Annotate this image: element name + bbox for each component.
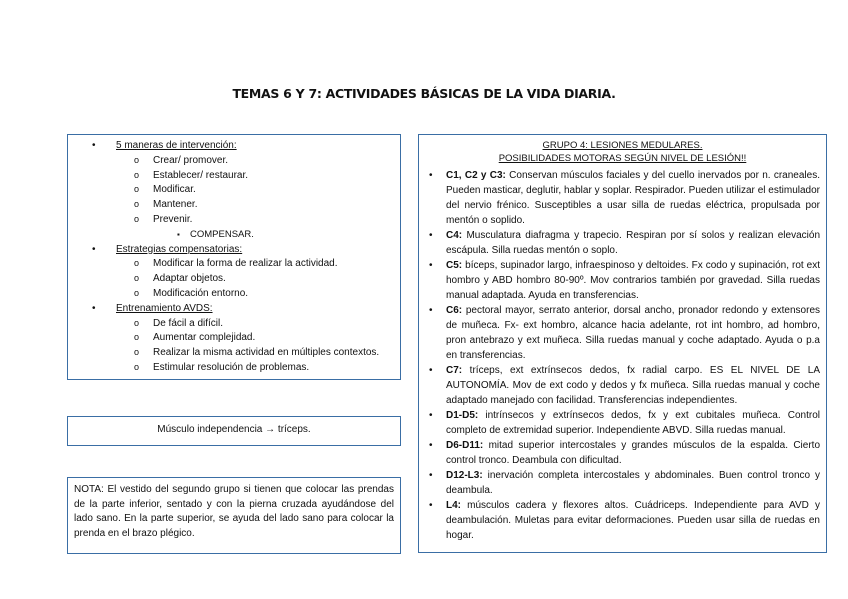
list-item: o Modificar la forma de realizar la actividad. bbox=[116, 257, 394, 272]
note-box bbox=[67, 477, 401, 554]
list-item: • C5: bíceps, supinador largo, infraespinoso y deltoides. Fx codo y supinación, rot ext hombro y ABD hombro 80-90º. Mov contrarios también por gravedad. Silla ruedas manual adaptada. Ayuda en transferencias. bbox=[425, 258, 820, 303]
list-item: • C7: tríceps, ext extrínsecos dedos, fx radial carpo. ES EL NIVEL DE LA AUTONOMÍA. Mov de ext codo y dedos y fx muñeca. Silla ruedas manual y coche adaptado manejado con facilidad. Transferencias independientes. bbox=[425, 363, 820, 408]
group-heading: GRUPO 4: LESIONES MEDULARES. bbox=[542, 140, 703, 151]
list-item bbox=[74, 243, 394, 302]
intervention-box bbox=[67, 134, 401, 380]
note-text: NOTA: El vestido del segundo grupo si tienen que colocar las prendas de la parte inferior, sentado y con la pierna cruzada ayudándose del lado sano. En la parte superior, se ayuda del lado sano para colocar la prenda en el brazo plégico. bbox=[74, 484, 394, 539]
lesion-level: C7: bbox=[446, 365, 463, 376]
list-item: o Estimular resolución de problemas. bbox=[116, 361, 394, 376]
list-item: o Modificar. bbox=[116, 183, 394, 198]
list-item: ▪ COMPENSAR. bbox=[153, 228, 394, 243]
list-item: • D1-D5: intrínsecos y extrínsecos dedos, fx y ext cubitales muñeca. Control completo de extremidad superior. Independiente ABVD. Silla ruedas manual. bbox=[425, 408, 820, 438]
list-item bbox=[74, 302, 394, 376]
section-heading: 5 maneras de intervención: bbox=[116, 140, 237, 151]
lesion-level: D12-L3: bbox=[446, 470, 483, 481]
lesion-level: C5: bbox=[446, 260, 463, 271]
list-item: o Aumentar complejidad. bbox=[116, 331, 394, 346]
intervention-list bbox=[74, 139, 394, 376]
section-heading: Entrenamiento AVDS: bbox=[116, 302, 213, 314]
page-title: TEMAS 6 Y 7: ACTIVIDADES BÁSICAS DE LA VIDA DIARIA. bbox=[232, 86, 616, 101]
list-item: • C1, C2 y C3: Conservan músculos faciales y del cuello inervados por n. craneales. Pueden masticar, deglutir, hablar y soplar. Respirador. Pueden utilizar el estimulador del nervio frénico. Susceptibles a usar silla de ruedas eléctrica, propulsada por mentón o soplido. bbox=[425, 168, 820, 228]
lesion-level: C6: bbox=[446, 305, 463, 316]
muscle-box bbox=[67, 416, 401, 446]
lesion-level: D1-D5: bbox=[446, 410, 479, 421]
list-item: o Prevenir. ▪ COMPENSAR. bbox=[116, 213, 394, 243]
list-item: o Mantener. bbox=[116, 198, 394, 213]
list-item: • L4: músculos cadera y flexores altos. Cuádriceps. Independiente para AVD y deambulación. Muletas para evitar deformaciones. Pueden usar silla de ruedas en hogar. bbox=[425, 498, 820, 543]
list-item: • D12-L3: inervación completa intercostales y abdominales. Buen control tronco y deambula. bbox=[425, 468, 820, 498]
list-item: o Crear/ promover. bbox=[116, 154, 394, 169]
lesion-levels-list bbox=[425, 168, 820, 543]
spinal-injury-box bbox=[418, 134, 827, 553]
lesion-level: L4: bbox=[446, 500, 461, 511]
lesion-level: C1, C2 y C3: bbox=[446, 170, 506, 181]
list-item: o Realizar la misma actividad en múltiples contextos. bbox=[116, 346, 394, 361]
list-item: o Modificación entorno. bbox=[116, 287, 394, 302]
lesion-level: D6-D11: bbox=[446, 440, 484, 451]
list-item: o Adaptar objetos. bbox=[116, 272, 394, 287]
list-item: • C4: Musculatura diafragma y trapecio. Respiran por sí solos y realizan elevación escápula. Silla ruedas mentón o soplo. bbox=[425, 228, 820, 258]
lesion-level: C4: bbox=[446, 230, 463, 241]
list-item: • D6-D11: mitad superior intercostales y grandes músculos de la espalda. Cierto control tronco. Deambula con dificultad. bbox=[425, 438, 820, 468]
list-item: o Establecer/ restaurar. bbox=[116, 169, 394, 184]
list-item bbox=[74, 139, 394, 243]
section-heading: Estrategias compensatorias: bbox=[116, 243, 243, 255]
group-subheading: POSIBILIDADES MOTORAS SEGÚN NIVEL DE LESIÓN!! bbox=[498, 153, 747, 164]
muscle-text: Músculo independencia → tríceps. bbox=[157, 424, 311, 435]
list-item: • C6: pectoral mayor, serrato anterior, dorsal ancho, pronador redondo y extensores de muñeca. Fx- ext hombro, alcance hacia adelante, rot int hombro, ad hombro, pron antebrazo y ext muñeca. Silla ruedas manual y coche adaptado. Ayuda o p.a en transferencias. bbox=[425, 303, 820, 363]
list-item: o De fácil a difícil. bbox=[116, 317, 394, 332]
